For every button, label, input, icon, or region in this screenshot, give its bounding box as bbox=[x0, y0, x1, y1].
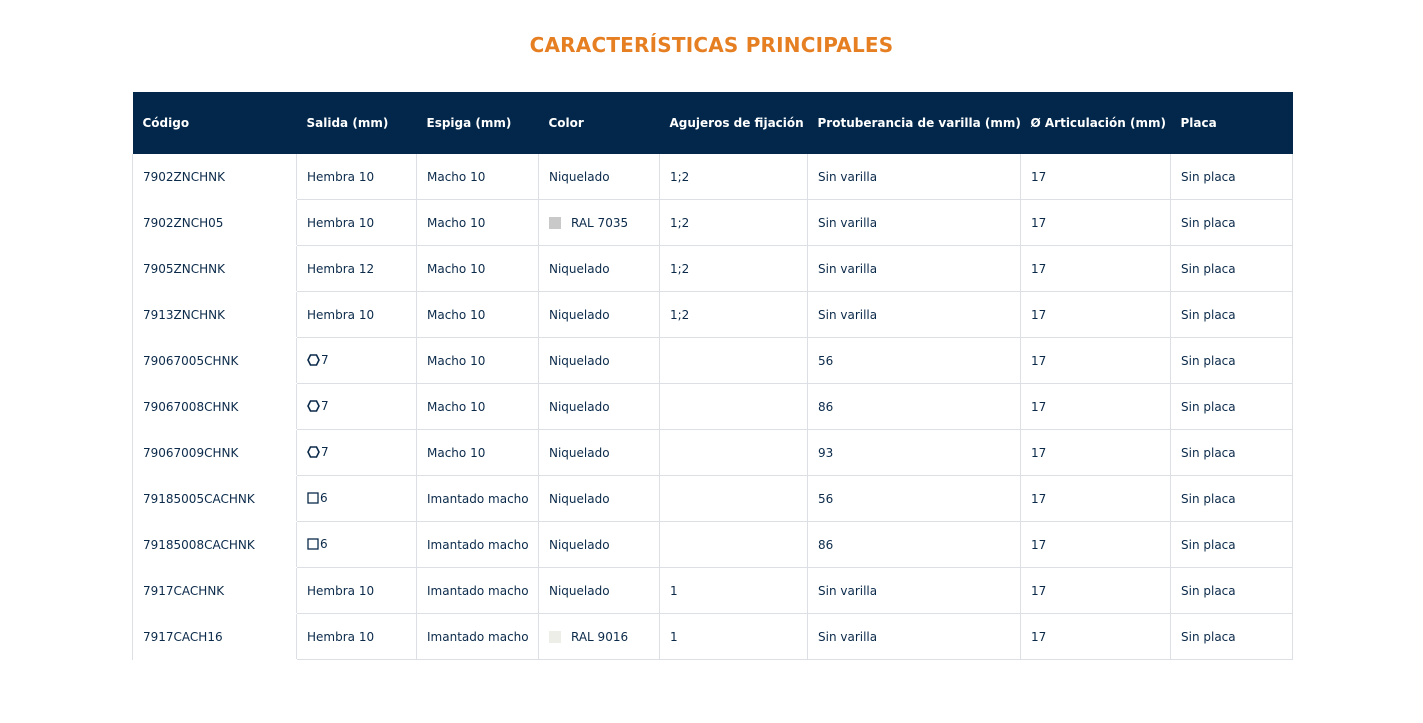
cell-placa bbox=[1171, 154, 1293, 200]
cell-text: 17 bbox=[1031, 537, 1047, 552]
table-row bbox=[133, 154, 1293, 200]
cell-text: Hembra 10 bbox=[307, 583, 375, 598]
table-row bbox=[133, 246, 1293, 292]
cell-text: RAL 9016 bbox=[571, 629, 629, 644]
cell-text: Sin varilla bbox=[818, 307, 878, 322]
cell-text: Macho 10 bbox=[427, 445, 486, 460]
cell-text: Imantado macho bbox=[427, 583, 529, 598]
cell-text: Macho 10 bbox=[427, 261, 486, 276]
cell-text: Hembra 10 bbox=[307, 629, 375, 644]
cell-text: 6 bbox=[320, 536, 328, 551]
cell-placa bbox=[1171, 476, 1293, 522]
column-header: Color bbox=[539, 92, 660, 154]
cell-agujeros bbox=[660, 338, 808, 384]
cell-salida bbox=[297, 522, 417, 568]
cell-espiga bbox=[417, 246, 539, 292]
cell-agujeros bbox=[660, 200, 808, 246]
cell-text: Sin placa bbox=[1181, 169, 1236, 184]
cell-protuberancia bbox=[808, 568, 1021, 614]
cell-articulacion bbox=[1021, 200, 1171, 246]
color-swatch bbox=[549, 631, 561, 643]
cell-code bbox=[133, 568, 297, 614]
cell-placa bbox=[1171, 200, 1293, 246]
cell-text: Niquelado bbox=[549, 583, 610, 598]
cell-text: Sin varilla bbox=[818, 629, 878, 644]
cell-protuberancia bbox=[808, 292, 1021, 338]
cell-code bbox=[133, 246, 297, 292]
cell-articulacion bbox=[1021, 614, 1171, 660]
cell-text: 6 bbox=[320, 490, 328, 505]
cell-text: Sin varilla bbox=[818, 261, 878, 276]
cell-text: Sin placa bbox=[1181, 307, 1236, 322]
cell-text: Hembra 10 bbox=[307, 169, 375, 184]
cell-text: Sin placa bbox=[1181, 353, 1236, 368]
cell-text: Sin placa bbox=[1181, 491, 1236, 506]
table-row bbox=[133, 614, 1293, 660]
cell-text: Niquelado bbox=[549, 445, 610, 460]
column-header: Protuberancia de varilla (mm) bbox=[808, 92, 1021, 154]
cell-text: 17 bbox=[1031, 445, 1047, 460]
cell-color bbox=[539, 614, 660, 660]
cell-salida bbox=[297, 200, 417, 246]
cell-text: Macho 10 bbox=[427, 215, 486, 230]
cell-salida bbox=[297, 338, 417, 384]
table-row bbox=[133, 476, 1293, 522]
cell-salida bbox=[297, 568, 417, 614]
cell-placa bbox=[1171, 430, 1293, 476]
cell-protuberancia bbox=[808, 246, 1021, 292]
cell-text: 7 bbox=[321, 444, 329, 459]
cell-articulacion bbox=[1021, 568, 1171, 614]
cell-text: Macho 10 bbox=[427, 307, 486, 322]
cell-agujeros bbox=[660, 476, 808, 522]
cell-text: Niquelado bbox=[549, 353, 610, 368]
cell-protuberancia bbox=[808, 522, 1021, 568]
cell-salida bbox=[297, 154, 417, 200]
cell-color bbox=[539, 568, 660, 614]
cell-protuberancia bbox=[808, 614, 1021, 660]
square-icon bbox=[307, 538, 319, 553]
cell-text: Macho 10 bbox=[427, 399, 486, 414]
cell-text: Sin placa bbox=[1181, 537, 1236, 552]
cell-salida bbox=[297, 430, 417, 476]
cell-espiga bbox=[417, 476, 539, 522]
column-header: Salida (mm) bbox=[297, 92, 417, 154]
table-row bbox=[133, 522, 1293, 568]
cell-protuberancia bbox=[808, 430, 1021, 476]
cell-text: 17 bbox=[1031, 399, 1047, 414]
cell-text: Niquelado bbox=[549, 307, 610, 322]
cell-text: 93 bbox=[818, 445, 834, 460]
hexagon-icon bbox=[307, 354, 320, 369]
cell-espiga bbox=[417, 200, 539, 246]
cell-protuberancia bbox=[808, 476, 1021, 522]
cell-text: Sin placa bbox=[1181, 629, 1236, 644]
cell-espiga bbox=[417, 292, 539, 338]
cell-text: 56 bbox=[818, 353, 834, 368]
cell-agujeros bbox=[660, 614, 808, 660]
cell-agujeros bbox=[660, 568, 808, 614]
table-row bbox=[133, 430, 1293, 476]
cell-articulacion bbox=[1021, 246, 1171, 292]
cell-color bbox=[539, 384, 660, 430]
cell-text: RAL 7035 bbox=[571, 215, 629, 230]
table-row bbox=[133, 568, 1293, 614]
cell-protuberancia bbox=[808, 338, 1021, 384]
column-header: Ø Articulación (mm) bbox=[1021, 92, 1171, 154]
cell-text: 1;2 bbox=[670, 261, 690, 276]
column-header: Placa bbox=[1171, 92, 1293, 154]
cell-text: 17 bbox=[1031, 169, 1047, 184]
cell-text: 7913ZNCHNK bbox=[143, 307, 225, 322]
cell-color bbox=[539, 430, 660, 476]
cell-salida bbox=[297, 292, 417, 338]
table-row bbox=[133, 292, 1293, 338]
cell-color bbox=[539, 522, 660, 568]
cell-espiga bbox=[417, 338, 539, 384]
cell-code bbox=[133, 614, 297, 660]
cell-placa bbox=[1171, 522, 1293, 568]
cell-color bbox=[539, 246, 660, 292]
cell-code bbox=[133, 522, 297, 568]
cell-text: Imantado macho bbox=[427, 537, 529, 552]
cell-text: 17 bbox=[1031, 353, 1047, 368]
page-title: CARACTERÍSTICAS PRINCIPALES bbox=[529, 33, 894, 57]
cell-color bbox=[539, 338, 660, 384]
column-header: Agujeros de fijación bbox=[660, 92, 808, 154]
cell-text: 1;2 bbox=[670, 215, 690, 230]
cell-text: 17 bbox=[1031, 583, 1047, 598]
cell-salida bbox=[297, 614, 417, 660]
cell-protuberancia bbox=[808, 384, 1021, 430]
cell-articulacion bbox=[1021, 522, 1171, 568]
cell-text: 79067009CHNK bbox=[143, 445, 239, 460]
cell-text: Niquelado bbox=[549, 169, 610, 184]
column-header: Código bbox=[133, 92, 297, 154]
cell-salida bbox=[297, 246, 417, 292]
cell-text: 7917CACHNK bbox=[143, 583, 225, 598]
cell-text: Imantado macho bbox=[427, 629, 529, 644]
cell-code bbox=[133, 154, 297, 200]
cell-text: Hembra 12 bbox=[307, 261, 375, 276]
cell-articulacion bbox=[1021, 384, 1171, 430]
cell-text: 1 bbox=[670, 583, 678, 598]
cell-text: 17 bbox=[1031, 261, 1047, 276]
cell-text: 79185005CACHNK bbox=[143, 491, 255, 506]
cell-text: 7902ZNCHNK bbox=[143, 169, 225, 184]
cell-espiga bbox=[417, 430, 539, 476]
cell-placa bbox=[1171, 338, 1293, 384]
cell-espiga bbox=[417, 522, 539, 568]
cell-text: 79067005CHNK bbox=[143, 353, 239, 368]
cell-text: 7 bbox=[321, 352, 329, 367]
cell-agujeros bbox=[660, 154, 808, 200]
cell-code bbox=[133, 200, 297, 246]
cell-text: 7917CACH16 bbox=[143, 629, 223, 644]
cell-color bbox=[539, 154, 660, 200]
cell-text: 7905ZNCHNK bbox=[143, 261, 225, 276]
cell-text: Hembra 10 bbox=[307, 215, 375, 230]
cell-placa bbox=[1171, 246, 1293, 292]
cell-salida bbox=[297, 384, 417, 430]
cell-text: Niquelado bbox=[549, 261, 610, 276]
cell-text: 86 bbox=[818, 399, 834, 414]
cell-text: Hembra 10 bbox=[307, 307, 375, 322]
specs-table bbox=[132, 92, 1293, 660]
cell-text: 86 bbox=[818, 537, 834, 552]
cell-text: Sin placa bbox=[1181, 445, 1236, 460]
cell-espiga bbox=[417, 384, 539, 430]
cell-text: Sin placa bbox=[1181, 215, 1236, 230]
cell-color bbox=[539, 476, 660, 522]
cell-articulacion bbox=[1021, 430, 1171, 476]
cell-agujeros bbox=[660, 246, 808, 292]
cell-espiga bbox=[417, 154, 539, 200]
cell-text: Sin placa bbox=[1181, 583, 1236, 598]
cell-color bbox=[539, 292, 660, 338]
table-header bbox=[133, 92, 1293, 154]
cell-agujeros bbox=[660, 292, 808, 338]
cell-code bbox=[133, 476, 297, 522]
table-row bbox=[133, 384, 1293, 430]
cell-text: Sin varilla bbox=[818, 169, 878, 184]
color-swatch bbox=[549, 217, 561, 229]
cell-text: Macho 10 bbox=[427, 353, 486, 368]
cell-protuberancia bbox=[808, 154, 1021, 200]
table-row bbox=[133, 200, 1293, 246]
cell-articulacion bbox=[1021, 292, 1171, 338]
cell-text: 17 bbox=[1031, 215, 1047, 230]
cell-text: Niquelado bbox=[549, 537, 610, 552]
cell-protuberancia bbox=[808, 200, 1021, 246]
hexagon-icon bbox=[307, 446, 320, 461]
cell-code bbox=[133, 338, 297, 384]
cell-articulacion bbox=[1021, 154, 1171, 200]
table-body bbox=[133, 154, 1293, 660]
cell-text: 7902ZNCH05 bbox=[143, 215, 224, 230]
cell-text: 79185008CACHNK bbox=[143, 537, 255, 552]
cell-text: Imantado macho bbox=[427, 491, 529, 506]
square-icon bbox=[307, 492, 319, 507]
cell-text: 17 bbox=[1031, 629, 1047, 644]
cell-espiga bbox=[417, 614, 539, 660]
cell-code bbox=[133, 384, 297, 430]
cell-espiga bbox=[417, 568, 539, 614]
cell-code bbox=[133, 430, 297, 476]
cell-text: 17 bbox=[1031, 307, 1047, 322]
cell-text: 56 bbox=[818, 491, 834, 506]
cell-text: Niquelado bbox=[549, 491, 610, 506]
cell-text: 17 bbox=[1031, 491, 1047, 506]
cell-text: 7 bbox=[321, 398, 329, 413]
cell-text: Sin varilla bbox=[818, 215, 878, 230]
cell-text: Sin placa bbox=[1181, 399, 1236, 414]
cell-color bbox=[539, 200, 660, 246]
hexagon-icon bbox=[307, 400, 320, 415]
cell-agujeros bbox=[660, 384, 808, 430]
cell-articulacion bbox=[1021, 476, 1171, 522]
cell-agujeros bbox=[660, 430, 808, 476]
cell-code bbox=[133, 292, 297, 338]
cell-placa bbox=[1171, 614, 1293, 660]
cell-placa bbox=[1171, 568, 1293, 614]
cell-placa bbox=[1171, 292, 1293, 338]
cell-placa bbox=[1171, 384, 1293, 430]
table-row bbox=[133, 338, 1293, 384]
column-header: Espiga (mm) bbox=[417, 92, 539, 154]
cell-text: Sin varilla bbox=[818, 583, 878, 598]
cell-text: 1;2 bbox=[670, 307, 690, 322]
cell-text: Macho 10 bbox=[427, 169, 486, 184]
cell-text: 1;2 bbox=[670, 169, 690, 184]
cell-text: 1 bbox=[670, 629, 678, 644]
cell-salida bbox=[297, 476, 417, 522]
cell-text: Niquelado bbox=[549, 399, 610, 414]
cell-agujeros bbox=[660, 522, 808, 568]
cell-text: Sin placa bbox=[1181, 261, 1236, 276]
cell-articulacion bbox=[1021, 338, 1171, 384]
cell-text: 79067008CHNK bbox=[143, 399, 239, 414]
